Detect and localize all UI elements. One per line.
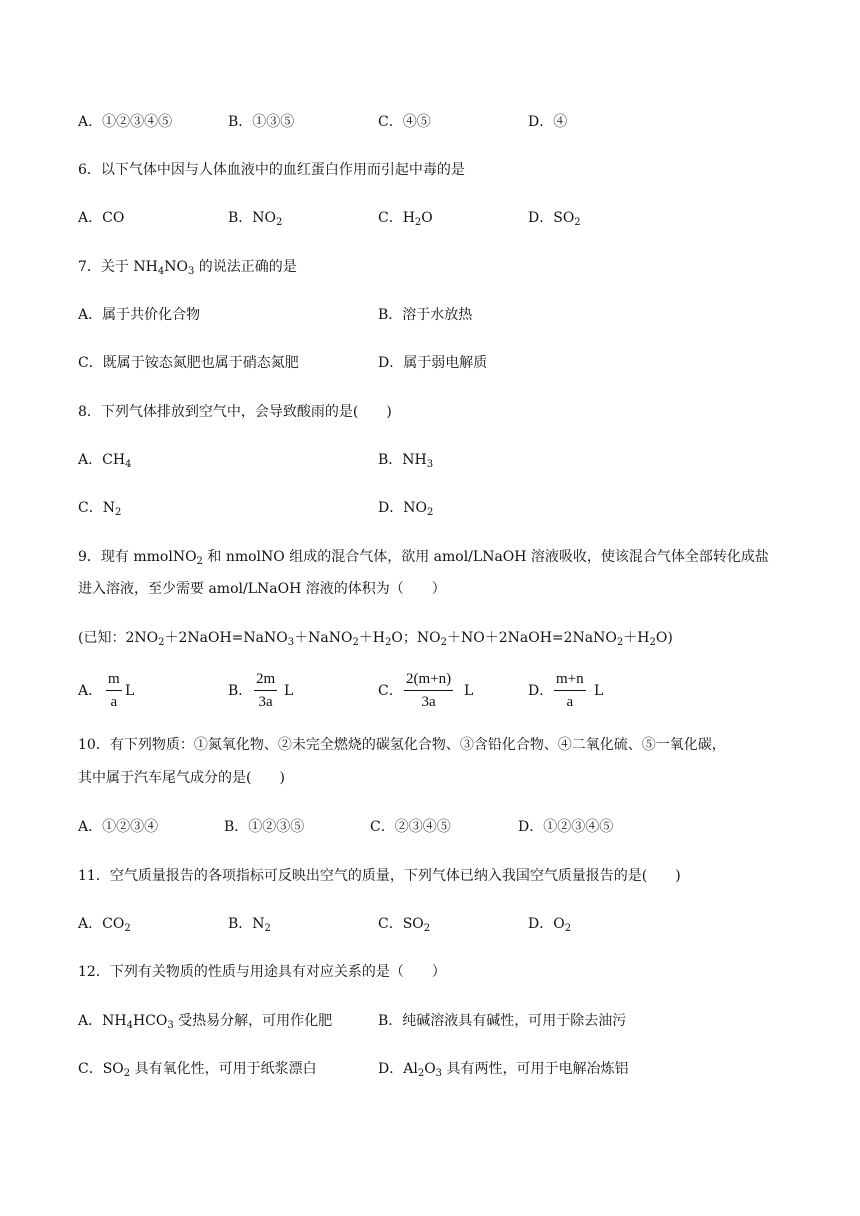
q8-option-c[interactable]: C．$N_2$ <box>78 500 122 518</box>
q9-option-d-unit: L <box>594 683 604 699</box>
q9-option-b-fraction: $\frac{2m}{3a}$ <box>256 671 276 710</box>
q9-option-a-fraction: $\frac{m}{a}$ <box>108 671 120 710</box>
q7-option-d[interactable]: D．属于弱电解质 <box>378 355 488 371</box>
q11-option-d[interactable]: D．$O_2$ <box>528 916 572 934</box>
q9-option-d-fraction: $\frac{m+n}{a}$ <box>556 671 584 710</box>
q9-option-a-label: A． <box>78 683 103 699</box>
q11-option-a[interactable]: A．$CO_2$ <box>78 916 131 934</box>
q6-option-b[interactable]: B．$NO_2$ <box>228 210 283 228</box>
q12-option-a[interactable]: A．$NH_4HCO_3$ 受热易分解，可用作化肥 <box>78 1013 333 1031</box>
q9-option-a-unit: L <box>125 683 135 699</box>
q9-option-c-unit: L <box>464 683 474 699</box>
q11-option-b[interactable]: B．$N_2$ <box>228 916 271 934</box>
q9-stem-line2: 进入溶液，至少需要 amol/LNaOH 溶液的体积为（ ） <box>78 581 446 597</box>
q9-known-reactions: (已知：$2NO_2+2NaOH=NaNO_3+NaNO_2+H_2O$；$NO_2+NO+2NaOH=2NaNO_2+H_2O$) <box>78 630 673 648</box>
q7-stem: 7．关于 $NH_4NO_3$ 的说法正确的是 <box>78 259 297 277</box>
q9-option-d-label: D． <box>528 683 554 699</box>
q12-stem: 12．下列有关物质的性质与用途具有对应关系的是（ ） <box>78 964 446 980</box>
q12-option-c[interactable]: C．$SO_2$ 具有氧化性，可用于纸浆漂白 <box>78 1061 317 1079</box>
q5-option-d[interactable]: D．④ <box>528 114 568 130</box>
q9-option-c-label: C． <box>378 683 403 699</box>
q10-option-a[interactable]: A．①②③④ <box>78 819 159 835</box>
q9-option-c-fraction: $\frac{2(m+n)}{3a}$ <box>406 671 452 710</box>
q6-option-c[interactable]: C．$H_2O$ <box>378 210 433 228</box>
q10-option-b[interactable]: B．①②③⑤ <box>224 819 305 835</box>
q10-option-d[interactable]: D．①②③④⑤ <box>518 819 614 835</box>
q10-stem-line2: 其中属于汽车尾气成分的是( ) <box>78 770 285 786</box>
q6-stem: 6．以下气体中因与人体血液中的血红蛋白作用而引起中毒的是 <box>78 162 465 178</box>
q9-stem-line1: 9．现有 mmolNO$_2$ 和 nmolNO 组成的混合气体，欲用 amol/LNaOH 溶液吸收，使该混合气体全部转化成盐 <box>78 549 769 567</box>
q5-option-b[interactable]: B．①③⑤ <box>228 114 295 130</box>
q8-stem: 8．下列气体排放到空气中，会导致酸雨的是( ) <box>78 404 392 420</box>
q10-stem-line1: 10．有下列物质：①氮氧化物、②未完全燃烧的碳氢化合物、③含铅化合物、④二氧化硫、⑤一氧化碳， <box>78 737 726 753</box>
q12-option-b[interactable]: B．纯碱溶液具有碱性，可用于除去油污 <box>378 1013 627 1029</box>
q5-option-c[interactable]: C．④⑤ <box>378 114 431 130</box>
q7-option-b[interactable]: B．溶于水放热 <box>378 307 473 323</box>
q12-option-d[interactable]: D．$Al_2O_3$ 具有两性，可用于电解冶炼铝 <box>378 1061 629 1079</box>
q8-option-d[interactable]: D．$NO_2$ <box>378 500 434 518</box>
q6-option-d[interactable]: D．$SO_2$ <box>528 210 581 228</box>
q7-option-a[interactable]: A．属于共价化合物 <box>78 307 201 323</box>
q10-option-c[interactable]: C．②③④⑤ <box>370 819 451 835</box>
q11-option-c[interactable]: C．$SO_2$ <box>378 916 431 934</box>
q7-option-c[interactable]: C．既属于铵态氮肥也属于硝态氮肥 <box>78 355 299 371</box>
q8-option-b[interactable]: B．$NH_3$ <box>378 452 434 470</box>
q6-option-a[interactable]: A．CO <box>78 210 125 226</box>
q5-option-a[interactable]: A．①②③④⑤ <box>78 114 173 130</box>
q9-option-b-unit: L <box>284 683 294 699</box>
q9-option-b-label: B． <box>228 683 253 699</box>
q8-option-a[interactable]: A．$CH_4$ <box>78 452 132 470</box>
q11-stem: 11．空气质量报告的各项指标可反映出空气的质量，下列气体已纳入我国空气质量报告的是( ) <box>78 868 681 884</box>
